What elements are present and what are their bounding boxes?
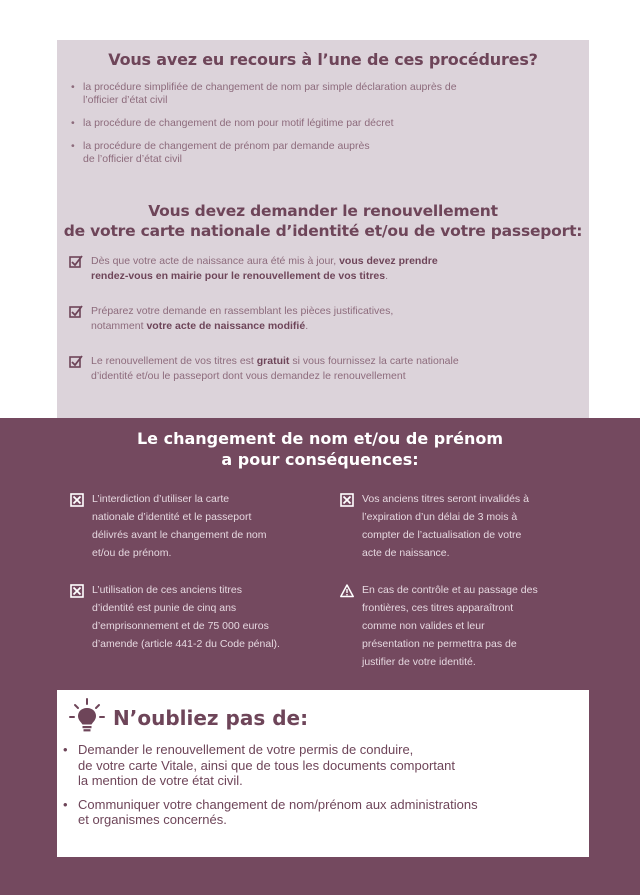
list-item-text: Communiquer votre changement de nom/prénom aux administrations [78, 796, 478, 812]
list-item-text: de l’officier d’état civil [83, 153, 183, 165]
check-item [69, 254, 539, 284]
list-item [71, 140, 571, 166]
list-item-text: l’officier d’état civil [83, 94, 168, 106]
consequences-heading [0, 428, 640, 470]
list-item-text: la mention de votre état civil. [78, 773, 243, 788]
consequence-text: frontières, ces titres apparaîtront [362, 602, 514, 614]
consequence-text: acte de naissance. [362, 547, 450, 559]
bullet-icon: • [71, 117, 75, 129]
check-text: . [305, 320, 309, 332]
check-bold-text: votre acte de naissance modifié [146, 320, 306, 332]
list-item [71, 117, 571, 130]
consequence-text: Vos anciens titres seront invalidés à [362, 493, 529, 505]
bullet-icon: • [63, 796, 68, 812]
consequence-text: et/ou de prénom. [92, 547, 172, 559]
check-text: Dès que votre acte de naissance aura été mis à jour, [91, 255, 340, 267]
reminder-heading: N’oubliez pas de: [113, 706, 309, 730]
list-item-text: la procédure simplifiée de changement de nom par simple déclaration auprès de [83, 81, 457, 93]
bullet-icon: • [71, 140, 75, 152]
consequence-text: L’utilisation de ces anciens titres [92, 584, 242, 596]
consequence-text: compter de l’actualisation de votre [362, 529, 522, 541]
consequence-item [70, 581, 335, 653]
warning-triangle-icon [340, 584, 354, 598]
consequence-text: L’interdiction d’utiliser la carte [92, 493, 230, 505]
check-item [69, 304, 539, 334]
reminder-list [63, 742, 583, 836]
check-bold-text: rendez-vous en mairie pour le renouvellement de vos titres [91, 270, 386, 282]
crossed-box-icon [70, 584, 84, 598]
bullet-icon: • [71, 81, 75, 93]
procedures-heading: Vous avez eu recours à l’une de ces procédures? [108, 50, 538, 69]
consequence-item [70, 490, 330, 562]
check-text: d’identité et/ou le passeport dont vous demandez le renouvellement [91, 370, 406, 382]
list-item-text: la procédure de changement de nom pour motif légitime par décret [83, 117, 394, 129]
check-bold-text: vous devez prendre [339, 255, 438, 267]
consequence-text: d’identité est punie de cinq ans [92, 602, 237, 614]
checked-box-icon [69, 355, 83, 369]
consequences-heading-line: Le changement de nom et/ou de prénom [136, 429, 504, 448]
list-item [63, 797, 583, 828]
crossed-box-icon [70, 493, 84, 507]
consequence-text: d’emprisonnement et de 75 000 euros [92, 620, 269, 632]
reminder-box [57, 690, 589, 857]
consequence-text: l’expiration d’un délai de 3 mois à [362, 511, 518, 523]
consequence-text: nationale d’identité et le passeport [92, 511, 252, 523]
consequence-text: d’amende (article 441-2 du Code pénal). [92, 638, 280, 650]
list-item [71, 81, 571, 107]
consequence-text: En cas de contrôle et au passage des [362, 584, 538, 596]
checked-box-icon [69, 255, 83, 269]
crossed-box-icon [340, 493, 354, 507]
consequence-item [340, 490, 610, 562]
list-item [63, 742, 583, 789]
procedures-list [71, 81, 571, 176]
check-text: . [385, 270, 389, 282]
consequence-item [340, 581, 610, 671]
list-item-text: la procédure de changement de prénom par demande auprès [83, 140, 370, 152]
consequences-heading-line: a pour conséquences: [221, 450, 419, 469]
list-item-text: Demander le renouvellement de votre permis de conduire, [78, 742, 414, 757]
renewal-checklist [69, 254, 539, 404]
renewal-heading [57, 201, 589, 241]
check-text: notamment [91, 320, 147, 332]
check-text: si vous fournissez la carte nationale [289, 355, 459, 367]
check-text: Préparez votre demande en rassemblant les pièces justificatives, [91, 305, 394, 317]
checked-box-icon [69, 305, 83, 319]
check-item [69, 354, 539, 384]
consequence-text: comme non valides et leur [362, 620, 485, 632]
lightbulb-icon [67, 696, 107, 736]
consequence-text: présentation ne permettra pas de [362, 638, 517, 650]
consequence-text: justifier de votre identité. [362, 656, 476, 668]
check-bold-text: gratuit [256, 355, 290, 367]
consequence-text: délivrés avant le changement de nom [92, 529, 267, 541]
list-item-text: et organismes concernés. [78, 812, 227, 827]
renewal-heading-line: Vous devez demander le renouvellement [148, 202, 498, 220]
renewal-heading-line: de votre carte nationale d’identité et/ou de votre passeport: [63, 222, 583, 240]
procedures-panel [57, 40, 589, 418]
list-item-text: de votre carte Vitale, ainsi que de tous les documents comportant [78, 757, 455, 773]
check-text: Le renouvellement de vos titres est [91, 355, 257, 367]
bullet-icon: • [63, 742, 68, 757]
